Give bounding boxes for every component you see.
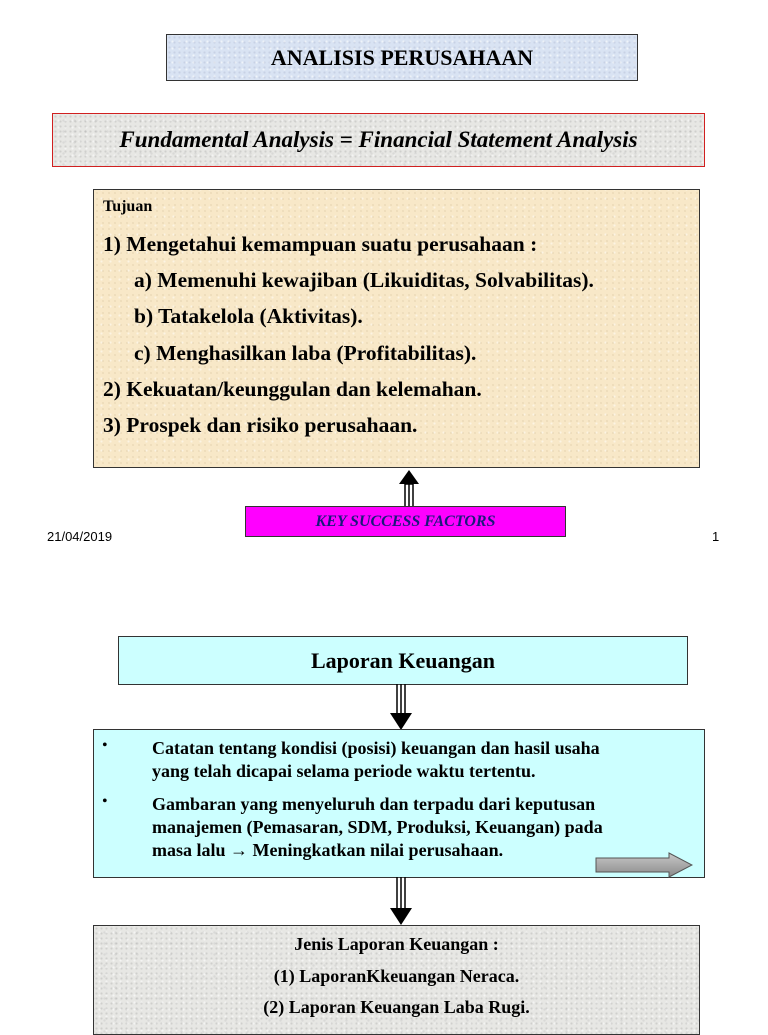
down-arrow-icon bbox=[389, 877, 413, 925]
bullet-line: yang telah dicapai selama periode waktu tertentu. bbox=[152, 761, 536, 781]
tujuan-line: a) Memenuhi kewajiban (Likuiditas, Solvabilitas). bbox=[134, 268, 594, 292]
slide-title bbox=[166, 34, 638, 81]
jenis-laporan-item: (1) LaporanKkeuangan Neraca. bbox=[273, 966, 520, 986]
tujuan-line: c) Menghasilkan laba (Profitabilitas). bbox=[134, 341, 477, 365]
laporan-keuangan-title bbox=[118, 636, 688, 685]
bullet-line: Catatan tentang kondisi (posisi) keuangan dan hasil usaha bbox=[152, 738, 600, 758]
bullet-line: Gambaran yang menyeluruh dan terpadu dari keputusan bbox=[152, 794, 596, 814]
down-arrow-icon bbox=[389, 684, 413, 730]
bullet-line: manajemen (Pemasaran, SDM, Produksi, Keuangan) pada bbox=[152, 817, 603, 837]
jenis-laporan-title: Jenis Laporan Keuangan : bbox=[294, 934, 499, 954]
right-arrow-icon bbox=[595, 852, 693, 878]
page-number: 1 bbox=[712, 529, 720, 544]
slide-title-text: ANALISIS PERUSAHAAN bbox=[270, 44, 534, 70]
tujuan-line: 3) Prospek dan risiko perusahaan. bbox=[103, 413, 418, 437]
key-success-factors-text: KEY SUCCESS FACTORS bbox=[315, 512, 496, 530]
tujuan-label: Tujuan bbox=[103, 198, 153, 215]
tujuan-line: 2) Kekuatan/keunggulan dan kelemahan. bbox=[103, 377, 482, 401]
fundamental-analysis-text: Fundamental Analysis = Financial Statement Analysis bbox=[119, 127, 638, 152]
jenis-laporan-box bbox=[93, 925, 700, 1035]
jenis-laporan-item: (2) Laporan Keuangan Laba Rugi. bbox=[263, 997, 530, 1017]
tujuan-box bbox=[93, 189, 700, 468]
bullet-glyph: • bbox=[102, 793, 108, 810]
laporan-keuangan-title-text: Laporan Keuangan bbox=[311, 647, 495, 673]
tujuan-line: b) Tatakelola (Aktivitas). bbox=[134, 304, 363, 328]
bullet-glyph: • bbox=[102, 737, 108, 754]
key-success-factors-box bbox=[245, 506, 566, 537]
tujuan-line: 1) Mengetahui kemampuan suatu perusahaan : bbox=[103, 232, 538, 256]
bullet-line: masa lalu → Meningkatkan nilai perusahaan. bbox=[152, 840, 504, 860]
fundamental-analysis-box bbox=[52, 113, 705, 167]
slide-date: 21/04/2019 bbox=[47, 529, 113, 544]
up-arrow-icon bbox=[398, 470, 420, 510]
